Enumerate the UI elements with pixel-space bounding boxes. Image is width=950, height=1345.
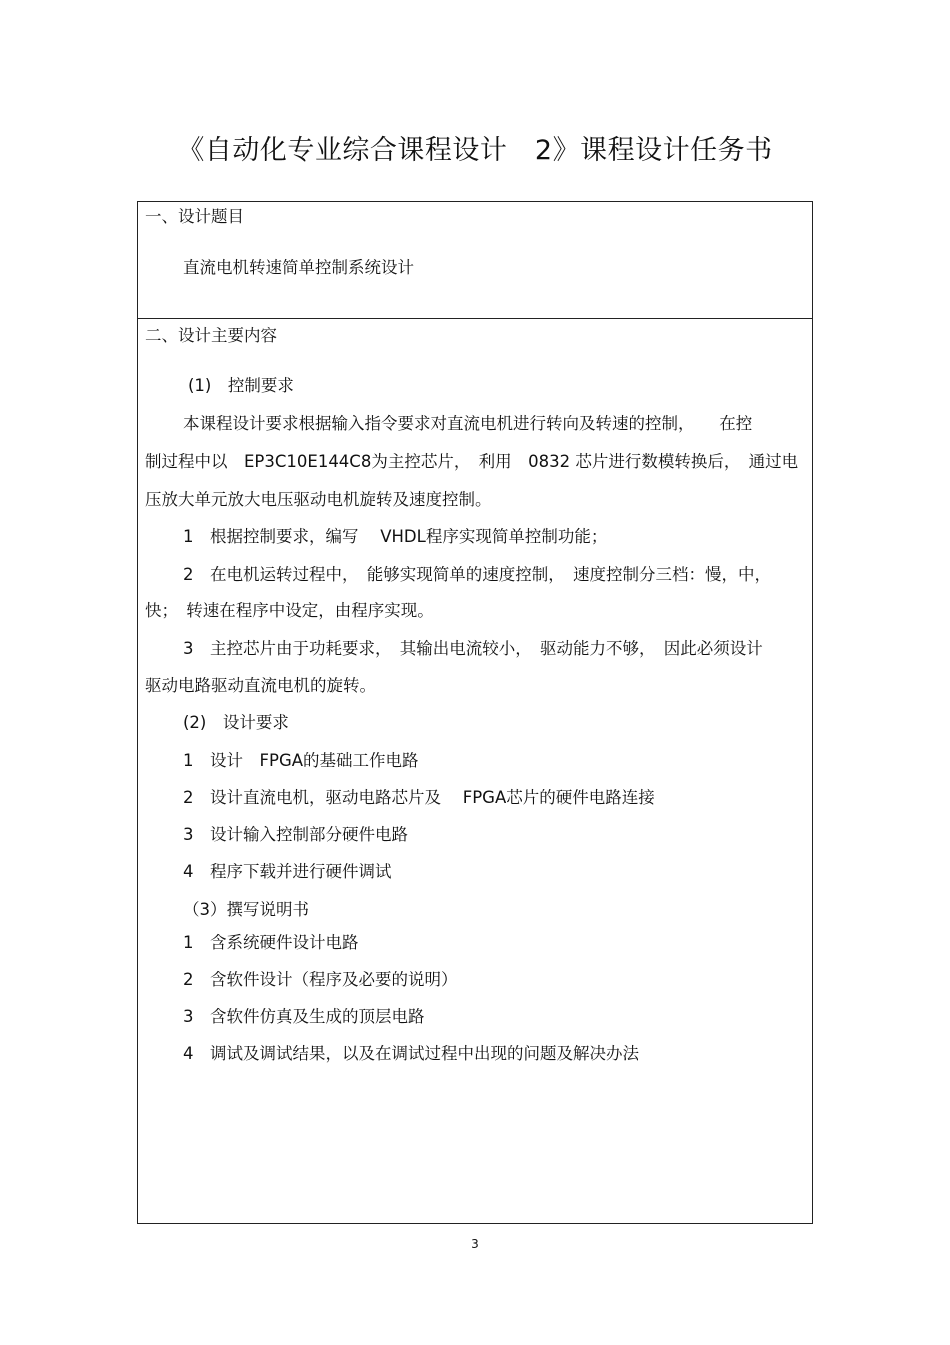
control-item-3-line-2: 驱动电路驱动直流电机的旋转。 (145, 676, 376, 695)
para-line-3: 压放大单元放大电压驱动电机旋转及速度控制。 (145, 490, 492, 509)
section1-heading: 一、设计题目 (145, 207, 244, 226)
design-topic: 直流电机转速简单控制系统设计 (183, 258, 414, 277)
page-number: 3 (471, 1237, 479, 1251)
design-item-1: 1 设计 FPGA的基础工作电路 (183, 751, 419, 770)
para-line-2: 制过程中以 EP3C10E144C8为主控芯片， 利用 0832 芯片进行数模转换后， 通过电 (145, 452, 799, 471)
design-item-4: 4 程序下载并进行硬件调试 (183, 862, 392, 881)
control-item-2-line-2: 快； 转速在程序中设定，由程序实现。 (145, 601, 434, 620)
design-item-3: 3 设计输入控制部分硬件电路 (183, 825, 408, 844)
sub2-heading: (2) 设计要求 (183, 713, 289, 732)
section2-heading: 二、设计主要内容 (145, 326, 277, 345)
task-table (137, 201, 813, 1224)
manual-item-2: 2 含软件设计（程序及必要的说明） (183, 970, 458, 989)
control-item-2-line-1: 2 在电机运转过程中， 能够实现简单的速度控制， 速度控制分三档：慢，中， (183, 565, 771, 584)
row-divider (138, 318, 812, 319)
design-item-2: 2 设计直流电机，驱动电路芯片及 FPGA芯片的硬件电路连接 (183, 788, 655, 807)
manual-item-1: 1 含系统硬件设计电路 (183, 933, 359, 952)
para-line-1: 本课程设计要求根据输入指令要求对直流电机进行转向及转速的控制， 在控 (183, 414, 753, 433)
sub3-heading: （3）撰写说明书 (183, 900, 309, 919)
control-item-3-line-1: 3 主控芯片由于功耗要求， 其输出电流较小， 驱动能力不够， 因此必须设计 (183, 639, 763, 658)
document-title: 《自动化专业综合课程设计 2》课程设计任务书 (177, 135, 773, 166)
control-item-1: 1 根据控制要求，编写 VHDL程序实现简单控制功能； (183, 527, 608, 546)
manual-item-4: 4 调试及调试结果，以及在调试过程中出现的问题及解决办法 (183, 1044, 639, 1063)
manual-item-3: 3 含软件仿真及生成的顶层电路 (183, 1007, 425, 1026)
sub1-heading: (1) 控制要求 (188, 376, 294, 395)
